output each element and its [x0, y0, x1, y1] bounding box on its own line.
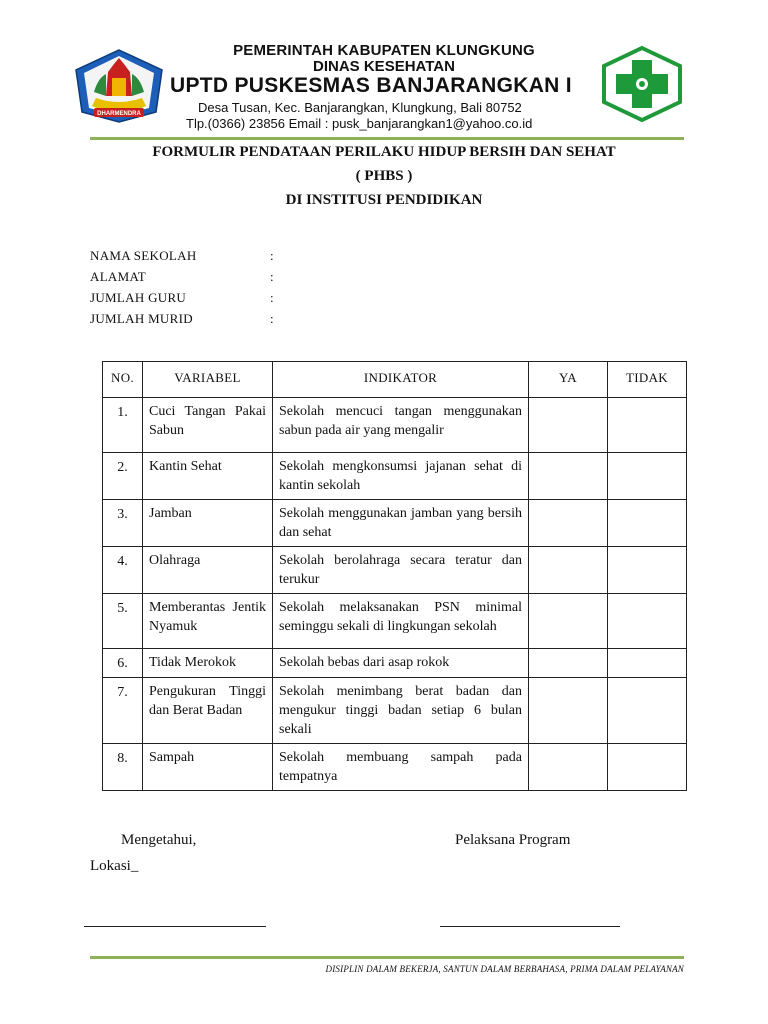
tidak-checkbox-cell[interactable] — [608, 547, 687, 594]
row-variabel: Olahraga — [143, 547, 273, 594]
info-label-student-count: JUMLAH MURID — [90, 311, 193, 326]
form-title-abbreviation: ( PHBS ) — [355, 168, 413, 184]
letterhead-institution: UPTD PUSKESMAS BANJARANGKAN I — [170, 74, 572, 97]
tidak-checkbox-cell[interactable] — [608, 453, 687, 500]
row-variabel: Memberantas Jentik Nyamuk — [143, 594, 273, 649]
svg-text:DHARMENDRA: DHARMENDRA — [97, 111, 141, 117]
letterhead-contact: Tlp.(0366) 23856 Email : pusk_banjarangkan1@yahoo.co.id — [186, 116, 533, 131]
row-indikator: Sekolah menimbang berat badan dan mengukur tinggi badan setiap 6 bulan sekali — [273, 678, 529, 744]
row-variabel: Sampah — [143, 744, 273, 791]
table-row — [103, 649, 687, 678]
row-number: 8. — [103, 744, 143, 791]
header-variabel: VARIABEL — [143, 362, 273, 398]
left-signature-line — [84, 926, 266, 927]
row-indikator: Sekolah bebas dari asap rokok — [273, 649, 529, 678]
ya-checkbox-cell[interactable] — [529, 547, 608, 594]
ya-checkbox-cell[interactable] — [529, 453, 608, 500]
row-number: 7. — [103, 678, 143, 744]
row-number: 2. — [103, 453, 143, 500]
tidak-checkbox-cell[interactable] — [608, 594, 687, 649]
row-variabel: Kantin Sehat — [143, 453, 273, 500]
info-label-teacher-count: JUMLAH GURU — [90, 290, 187, 305]
info-colon: : — [270, 311, 274, 326]
row-variabel: Jamban — [143, 500, 273, 547]
row-indikator: Sekolah berolahraga secara teratur dan terukur — [273, 547, 529, 594]
table-row — [103, 678, 687, 744]
table-row — [103, 453, 687, 500]
tidak-checkbox-cell[interactable] — [608, 678, 687, 744]
tidak-checkbox-cell[interactable] — [608, 500, 687, 547]
program-executor-label: Pelaksana Program — [455, 832, 571, 848]
letterhead-government: PEMERINTAH KABUPATEN KLUNGKUNG — [233, 42, 535, 59]
info-label-address: ALAMAT — [90, 269, 146, 284]
row-indikator: Sekolah membuang sampah pada tempatnya — [273, 744, 529, 791]
acknowledged-label: Mengetahui, — [121, 832, 197, 848]
row-number: 4. — [103, 547, 143, 594]
ya-checkbox-cell[interactable] — [529, 678, 608, 744]
row-indikator: Sekolah melaksanakan PSN minimal seminggu sekali di lingkungan sekolah — [273, 594, 529, 649]
tidak-checkbox-cell[interactable] — [608, 744, 687, 791]
header-tidak: TIDAK — [608, 362, 687, 398]
row-variabel: Cuci Tangan Pakai Sabun — [143, 398, 273, 453]
tidak-checkbox-cell[interactable] — [608, 649, 687, 678]
row-variabel: Tidak Merokok — [143, 649, 273, 678]
tidak-checkbox-cell[interactable] — [608, 398, 687, 453]
header-indikator: INDIKATOR — [273, 362, 529, 398]
table-row — [103, 500, 687, 547]
table-row — [103, 547, 687, 594]
form-title: FORMULIR PENDATAAN PERILAKU HIDUP BERSIH DAN SEHAT — [152, 144, 616, 160]
footer-motto: DISIPLIN DALAM BEKERJA, SANTUN DALAM BERBAHASA, PRIMA DALAM PELAYANAN — [325, 964, 684, 974]
info-colon: : — [270, 269, 274, 284]
row-number: 1. — [103, 398, 143, 453]
info-colon: : — [270, 290, 274, 305]
header-divider — [90, 137, 684, 140]
table-row — [103, 594, 687, 649]
footer-divider — [90, 956, 684, 959]
row-number: 3. — [103, 500, 143, 547]
table-header-row — [103, 362, 687, 398]
row-indikator: Sekolah mencuci tangan menggunakan sabun pada air yang mengalir — [273, 398, 529, 453]
ya-checkbox-cell[interactable] — [529, 744, 608, 791]
info-label-school-name: NAMA SEKOLAH — [90, 248, 197, 263]
header-ya: YA — [529, 362, 608, 398]
ya-checkbox-cell[interactable] — [529, 398, 608, 453]
right-signature-line — [440, 926, 620, 927]
header-no: NO. — [103, 362, 143, 398]
puskesmas-logo-icon — [596, 44, 688, 124]
letterhead-address: Desa Tusan, Kec. Banjarangkan, Klungkung, Bali 80752 — [198, 100, 522, 115]
letterhead-department: DINAS KESEHATAN — [313, 58, 455, 75]
phbs-checklist-table — [102, 361, 687, 791]
row-variabel: Pengukuran Tinggi dan Berat Badan — [143, 678, 273, 744]
ya-checkbox-cell[interactable] — [529, 649, 608, 678]
table-row — [103, 398, 687, 453]
klungkung-crest-icon — [72, 48, 166, 124]
ya-checkbox-cell[interactable] — [529, 500, 608, 547]
info-colon: : — [270, 248, 274, 263]
form-subtitle: DI INSTITUSI PENDIDIKAN — [285, 192, 483, 208]
row-number: 5. — [103, 594, 143, 649]
location-label: Lokasi_ — [90, 858, 139, 874]
row-number: 6. — [103, 649, 143, 678]
row-indikator: Sekolah menggunakan jamban yang bersih dan sehat — [273, 500, 529, 547]
ya-checkbox-cell[interactable] — [529, 594, 608, 649]
table-row — [103, 744, 687, 791]
row-indikator: Sekolah mengkonsumsi jajanan sehat di kantin sekolah — [273, 453, 529, 500]
